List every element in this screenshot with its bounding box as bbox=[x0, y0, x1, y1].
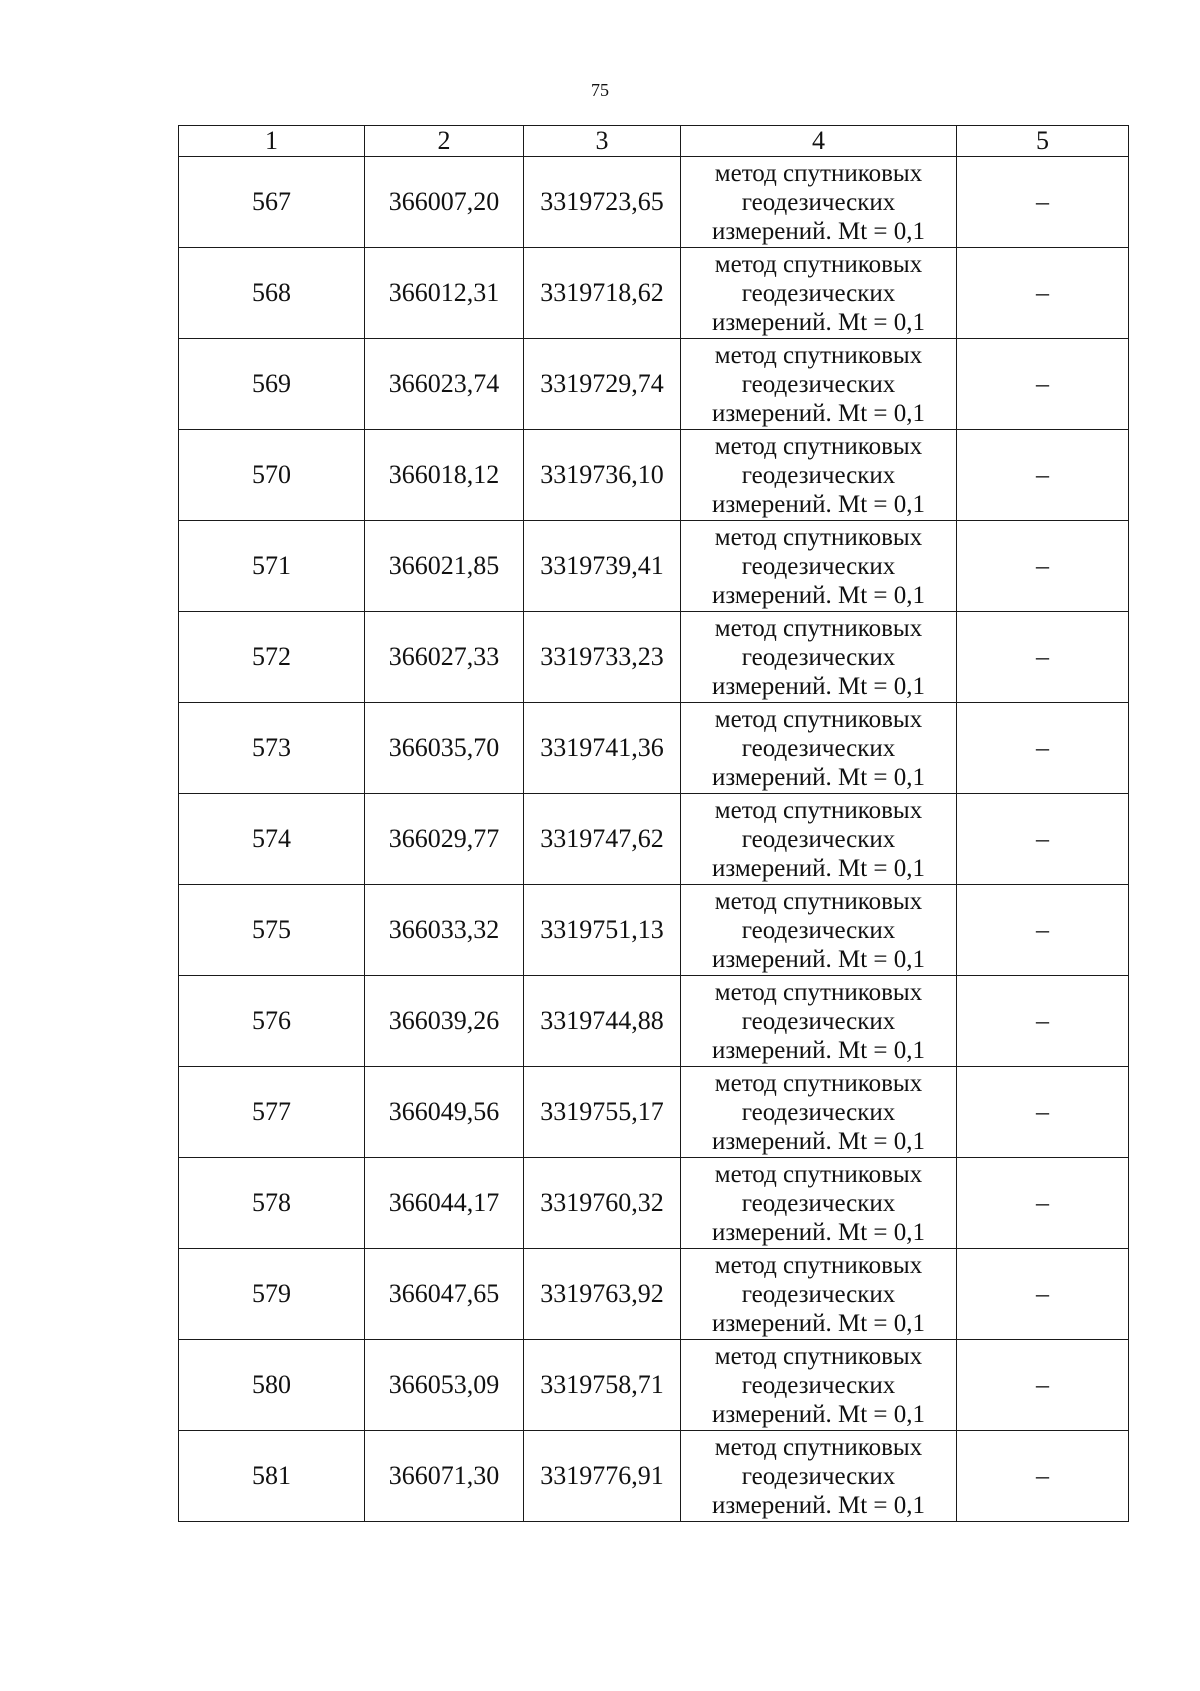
method-text-line: геодезических bbox=[741, 734, 896, 762]
point-number-cell: 581 bbox=[179, 1431, 365, 1522]
method-text-line: измерений. Mt = 0,1 bbox=[711, 1127, 926, 1155]
coordinate-y-cell: 3319729,74 bbox=[524, 339, 681, 430]
method-text-line: измерений. Mt = 0,1 bbox=[711, 217, 926, 245]
method-text-line: геодезических bbox=[741, 1462, 896, 1490]
note-cell: – bbox=[957, 521, 1129, 612]
coordinates-table bbox=[178, 125, 1129, 1522]
method-text-line: метод спутниковых bbox=[714, 341, 923, 369]
point-number-cell: 576 bbox=[179, 976, 365, 1067]
column-header-3: 3 bbox=[524, 126, 681, 157]
method-text-line: геодезических bbox=[741, 1007, 896, 1035]
method-text-line: метод спутниковых bbox=[714, 614, 923, 642]
point-number-cell: 571 bbox=[179, 521, 365, 612]
note-cell: – bbox=[957, 703, 1129, 794]
coordinate-y-cell: 3319733,23 bbox=[524, 612, 681, 703]
point-number-cell: 569 bbox=[179, 339, 365, 430]
method-text-line: геодезических bbox=[741, 1280, 896, 1308]
table-row bbox=[179, 1067, 1129, 1158]
point-number-cell: 570 bbox=[179, 430, 365, 521]
method-text-line: измерений. Mt = 0,1 bbox=[711, 1036, 926, 1064]
method-text-line: метод спутниковых bbox=[714, 1069, 923, 1097]
method-cell bbox=[681, 521, 957, 612]
coordinate-x-cell: 366039,26 bbox=[365, 976, 524, 1067]
method-text-line: геодезических bbox=[741, 1098, 896, 1126]
note-cell: – bbox=[957, 157, 1129, 248]
coordinate-y-cell: 3319744,88 bbox=[524, 976, 681, 1067]
method-text-line: метод спутниковых bbox=[714, 978, 923, 1006]
method-text-line: метод спутниковых bbox=[714, 159, 923, 187]
page-number: 75 bbox=[591, 80, 609, 100]
method-text-line: геодезических bbox=[741, 825, 896, 853]
table-row bbox=[179, 1340, 1129, 1431]
coordinate-x-cell: 366021,85 bbox=[365, 521, 524, 612]
method-text-line: измерений. Mt = 0,1 bbox=[711, 672, 926, 700]
table-header bbox=[179, 126, 1129, 157]
coordinate-x-cell: 366012,31 bbox=[365, 248, 524, 339]
method-cell bbox=[681, 248, 957, 339]
method-cell bbox=[681, 976, 957, 1067]
point-number-cell: 577 bbox=[179, 1067, 365, 1158]
method-text-line: метод спутниковых bbox=[714, 432, 923, 460]
note-cell: – bbox=[957, 1249, 1129, 1340]
note-cell: – bbox=[957, 430, 1129, 521]
coordinate-y-cell: 3319758,71 bbox=[524, 1340, 681, 1431]
note-cell: – bbox=[957, 248, 1129, 339]
note-cell: – bbox=[957, 794, 1129, 885]
table-row bbox=[179, 1249, 1129, 1340]
coordinate-x-cell: 366029,77 bbox=[365, 794, 524, 885]
method-text-line: метод спутниковых bbox=[714, 1433, 923, 1461]
note-cell: – bbox=[957, 612, 1129, 703]
table-body bbox=[179, 157, 1129, 1522]
coordinate-y-cell: 3319776,91 bbox=[524, 1431, 681, 1522]
method-text-line: метод спутниковых bbox=[714, 250, 923, 278]
coordinate-y-cell: 3319739,41 bbox=[524, 521, 681, 612]
method-cell bbox=[681, 1340, 957, 1431]
table-row bbox=[179, 703, 1129, 794]
method-text-line: геодезических bbox=[741, 916, 896, 944]
coordinate-y-cell: 3319723,65 bbox=[524, 157, 681, 248]
method-text-line: геодезических bbox=[741, 1189, 896, 1217]
method-cell bbox=[681, 703, 957, 794]
table-row bbox=[179, 521, 1129, 612]
method-text-line: метод спутниковых bbox=[714, 1342, 923, 1370]
coordinate-y-cell: 3319755,17 bbox=[524, 1067, 681, 1158]
coordinate-y-cell: 3319741,36 bbox=[524, 703, 681, 794]
column-header-5: 5 bbox=[957, 126, 1129, 157]
header-row bbox=[179, 126, 1129, 157]
coordinate-x-cell: 366071,30 bbox=[365, 1431, 524, 1522]
method-text-line: измерений. Mt = 0,1 bbox=[711, 1309, 926, 1337]
method-cell bbox=[681, 1249, 957, 1340]
coordinate-x-cell: 366035,70 bbox=[365, 703, 524, 794]
coordinate-x-cell: 366044,17 bbox=[365, 1158, 524, 1249]
coordinate-x-cell: 366033,32 bbox=[365, 885, 524, 976]
table-row bbox=[179, 612, 1129, 703]
point-number-cell: 580 bbox=[179, 1340, 365, 1431]
method-text-line: измерений. Mt = 0,1 bbox=[711, 581, 926, 609]
method-cell bbox=[681, 794, 957, 885]
note-cell: – bbox=[957, 885, 1129, 976]
method-cell bbox=[681, 612, 957, 703]
table-row bbox=[179, 794, 1129, 885]
method-text-line: метод спутниковых bbox=[714, 705, 923, 733]
method-cell bbox=[681, 157, 957, 248]
table-row bbox=[179, 339, 1129, 430]
coordinate-y-cell: 3319760,32 bbox=[524, 1158, 681, 1249]
method-text-line: измерений. Mt = 0,1 bbox=[711, 490, 926, 518]
method-text-line: измерений. Mt = 0,1 bbox=[711, 308, 926, 336]
method-text-line: метод спутниковых bbox=[714, 887, 923, 915]
method-cell bbox=[681, 339, 957, 430]
method-cell bbox=[681, 885, 957, 976]
method-text-line: геодезических bbox=[741, 370, 896, 398]
method-text-line: метод спутниковых bbox=[714, 523, 923, 551]
coordinate-x-cell: 366018,12 bbox=[365, 430, 524, 521]
method-text-line: геодезических bbox=[741, 188, 896, 216]
note-cell: – bbox=[957, 1067, 1129, 1158]
coordinate-y-cell: 3319718,62 bbox=[524, 248, 681, 339]
method-text-line: измерений. Mt = 0,1 bbox=[711, 854, 926, 882]
method-text-line: геодезических bbox=[741, 552, 896, 580]
coordinate-y-cell: 3319751,13 bbox=[524, 885, 681, 976]
column-header-4: 4 bbox=[681, 126, 957, 157]
column-header-2: 2 bbox=[365, 126, 524, 157]
method-text-line: геодезических bbox=[741, 1371, 896, 1399]
coordinate-x-cell: 366007,20 bbox=[365, 157, 524, 248]
method-cell bbox=[681, 1431, 957, 1522]
table-row bbox=[179, 1431, 1129, 1522]
point-number-cell: 579 bbox=[179, 1249, 365, 1340]
table-row bbox=[179, 976, 1129, 1067]
method-text-line: геодезических bbox=[741, 643, 896, 671]
coordinate-x-cell: 366047,65 bbox=[365, 1249, 524, 1340]
note-cell: – bbox=[957, 1158, 1129, 1249]
point-number-cell: 567 bbox=[179, 157, 365, 248]
table-row bbox=[179, 248, 1129, 339]
method-text-line: измерений. Mt = 0,1 bbox=[711, 399, 926, 427]
note-cell: – bbox=[957, 339, 1129, 430]
point-number-cell: 572 bbox=[179, 612, 365, 703]
method-text-line: метод спутниковых bbox=[714, 796, 923, 824]
note-cell: – bbox=[957, 976, 1129, 1067]
table-row bbox=[179, 157, 1129, 248]
coordinate-y-cell: 3319763,92 bbox=[524, 1249, 681, 1340]
coordinate-x-cell: 366023,74 bbox=[365, 339, 524, 430]
coordinate-x-cell: 366027,33 bbox=[365, 612, 524, 703]
coordinate-x-cell: 366053,09 bbox=[365, 1340, 524, 1431]
coordinate-y-cell: 3319747,62 bbox=[524, 794, 681, 885]
method-text-line: метод спутниковых bbox=[714, 1251, 923, 1279]
method-cell bbox=[681, 1067, 957, 1158]
method-text-line: измерений. Mt = 0,1 bbox=[711, 763, 926, 791]
column-header-1: 1 bbox=[179, 126, 365, 157]
point-number-cell: 573 bbox=[179, 703, 365, 794]
point-number-cell: 568 bbox=[179, 248, 365, 339]
point-number-cell: 574 bbox=[179, 794, 365, 885]
method-text-line: измерений. Mt = 0,1 bbox=[711, 1491, 926, 1519]
table-row bbox=[179, 1158, 1129, 1249]
point-number-cell: 575 bbox=[179, 885, 365, 976]
method-text-line: метод спутниковых bbox=[714, 1160, 923, 1188]
note-cell: – bbox=[957, 1431, 1129, 1522]
method-text-line: геодезических bbox=[741, 279, 896, 307]
method-text-line: измерений. Mt = 0,1 bbox=[711, 1218, 926, 1246]
method-text-line: измерений. Mt = 0,1 bbox=[711, 945, 926, 973]
table-row bbox=[179, 430, 1129, 521]
method-text-line: измерений. Mt = 0,1 bbox=[711, 1400, 926, 1428]
point-number-cell: 578 bbox=[179, 1158, 365, 1249]
method-text-line: геодезических bbox=[741, 461, 896, 489]
coordinate-y-cell: 3319736,10 bbox=[524, 430, 681, 521]
method-cell bbox=[681, 1158, 957, 1249]
table-row bbox=[179, 885, 1129, 976]
note-cell: – bbox=[957, 1340, 1129, 1431]
coordinate-x-cell: 366049,56 bbox=[365, 1067, 524, 1158]
method-cell bbox=[681, 430, 957, 521]
